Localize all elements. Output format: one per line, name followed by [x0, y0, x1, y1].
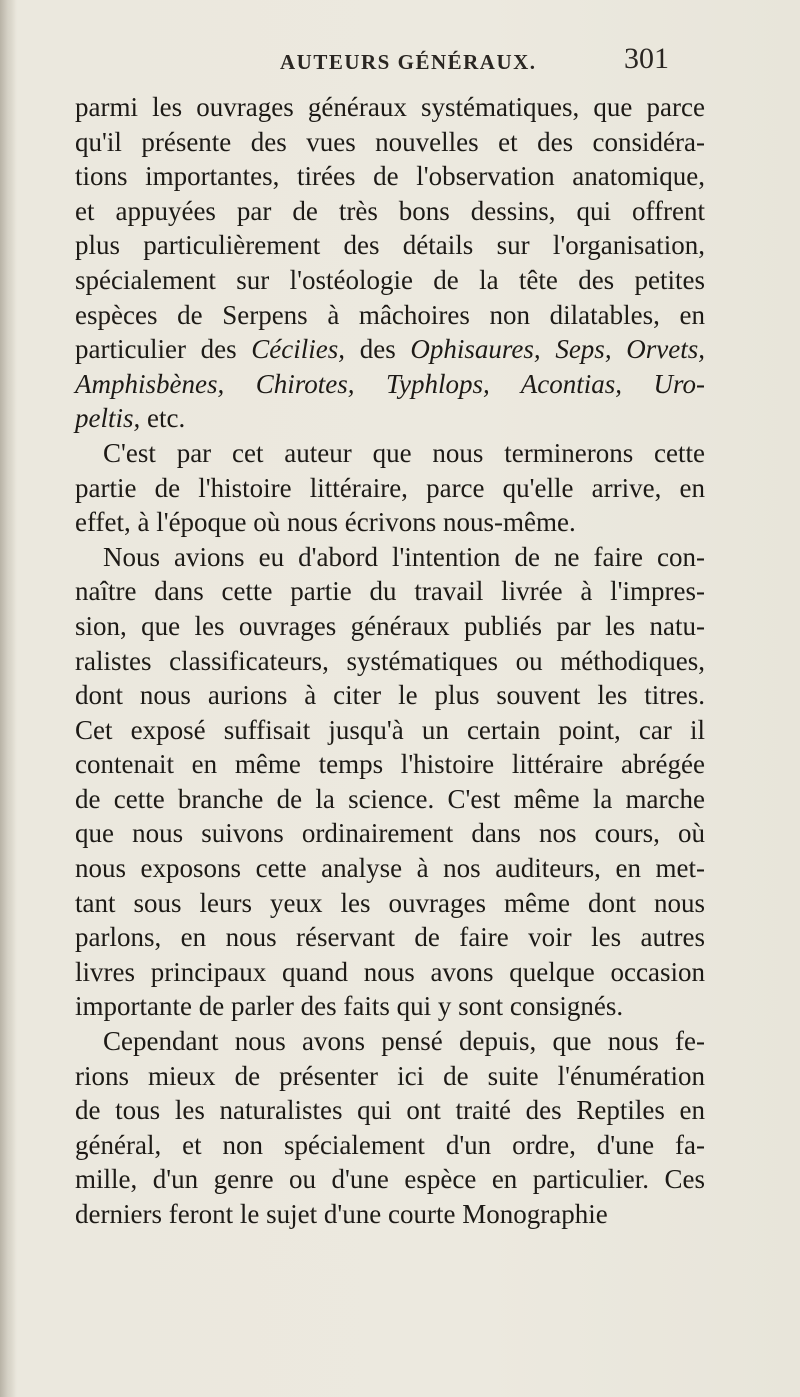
text-line-26: livres principaux quand nous avons quelque occasion [75, 956, 705, 987]
text-line-8: particulier des Cécilies, des Ophisaures, Seps, Orvets, [75, 334, 705, 365]
text-line-23: nous exposons cette analyse à nos auditeurs, en met- [75, 853, 705, 884]
text-line-6: spécialement sur l'ostéologie de la tête des petites [75, 264, 705, 295]
text-line-32: mille, d'un genre ou d'une espèce en particulier. Ces [75, 1164, 705, 1195]
text-line-20: contenait en même temps l'histoire littéraire abrégée [75, 749, 705, 780]
text-line-10: peltis, etc. [75, 403, 186, 434]
text-line-7: espèces de Serpens à mâchoires non dilatables, en [75, 299, 705, 330]
page-number: 301 [624, 42, 669, 75]
text-line-22: que nous suivons ordinairement dans nos cours, où [75, 818, 705, 849]
text-line-12: partie de l'histoire littéraire, parce qu'elle arrive, en [75, 472, 705, 503]
text-line-18: dont nous aurions à citer le plus souvent les titres. [75, 680, 705, 711]
page-header [0, 42, 800, 82]
text-line-14: Nous avions eu d'abord l'intention de ne faire con- [103, 541, 705, 572]
body-text [75, 90, 705, 1232]
text-line-33: derniers feront le sujet d'une courte Monographie [75, 1199, 608, 1229]
text-line-19: Cet exposé suffisait jusqu'à un certain point, car il [75, 714, 705, 745]
text-line-31: général, et non spécialement d'un ordre, d'une fa- [75, 1129, 705, 1160]
text-line-21: de cette branche de la science. C'est même la marche [75, 783, 705, 814]
text-line-24: tant sous leurs yeux les ouvrages même dont nous [75, 887, 705, 918]
running-head: AUTEURS GÉNÉRAUX. [280, 50, 537, 74]
text-line-4: et appuyées par de très bons dessins, qui offrent [75, 195, 705, 226]
text-line-1: parmi les ouvrages généraux systématiques, que parce [75, 92, 705, 122]
text-line-15: naître dans cette partie du travail livrée à l'impres- [75, 576, 705, 607]
binding-shadow [0, 0, 16, 1397]
text-line-30: de tous les naturalistes qui ont traité des Reptiles en [75, 1095, 705, 1126]
text-line-5: plus particulièrement des détails sur l'organisation, [75, 230, 705, 261]
text-line-16: sion, que les ouvrages généraux publiés par les natu- [75, 610, 705, 641]
text-line-3: tions importantes, tirées de l'observation anatomique, [75, 161, 705, 192]
text-line-27: importante de parler des faits qui y sont consignés. [75, 991, 624, 1022]
text-line-9: Amphisbènes, Chirotes, Typhlops, Acontias, Uro- [75, 368, 705, 399]
text-line-25: parlons, en nous réservant de faire voir les autres [75, 922, 705, 953]
text-line-2: qu'il présente des vues nouvelles et des considéra- [75, 126, 705, 157]
text-line-13: effet, à l'époque où nous écrivons nous-même. [75, 507, 576, 538]
text-line-29: rions mieux de présenter ici de suite l'énumération [75, 1060, 705, 1091]
text-line-28: Cependant nous avons pensé depuis, que nous fe- [103, 1026, 705, 1057]
text-line-11: C'est par cet auteur que nous terminerons cette [103, 437, 705, 468]
text-line-17: ralistes classificateurs, systématiques ou méthodiques, [75, 645, 705, 676]
